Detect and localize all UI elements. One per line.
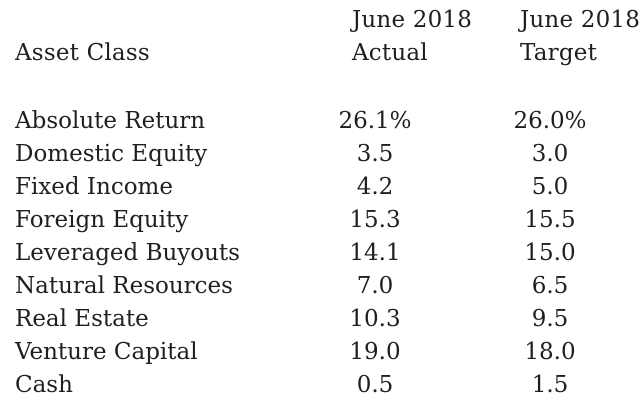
actual-value: 7.0 bbox=[356, 273, 394, 299]
target-value: 3.0 bbox=[531, 141, 569, 167]
header-target-date: June 2018 bbox=[520, 7, 640, 33]
target-value: 15.0 bbox=[524, 240, 576, 266]
header-target-label: Target bbox=[520, 40, 598, 66]
table-row bbox=[0, 369, 640, 402]
asset-name: Foreign Equity bbox=[15, 207, 189, 233]
actual-value: 14.1 bbox=[349, 240, 401, 266]
table-body bbox=[0, 105, 640, 402]
table-row bbox=[0, 171, 640, 204]
header-actual-date: June 2018 bbox=[352, 7, 473, 33]
actual-value: 26.1% bbox=[338, 108, 412, 134]
target-value: 5.0 bbox=[531, 174, 569, 200]
header-asset-class: Asset Class bbox=[15, 40, 150, 66]
table-row bbox=[0, 237, 640, 270]
table-row bbox=[0, 204, 640, 237]
target-value: 9.5 bbox=[531, 306, 569, 332]
target-value: 26.0% bbox=[513, 108, 587, 134]
table-row bbox=[0, 138, 640, 171]
header-actual-label: Actual bbox=[352, 40, 428, 66]
table-row bbox=[0, 303, 640, 336]
target-value: 15.5 bbox=[524, 207, 576, 233]
target-value: 1.5 bbox=[531, 372, 569, 398]
asset-name: Natural Resources bbox=[15, 273, 233, 299]
asset-name: Domestic Equity bbox=[15, 141, 208, 167]
asset-name: Fixed Income bbox=[15, 174, 173, 200]
target-value: 6.5 bbox=[531, 273, 569, 299]
actual-value: 10.3 bbox=[349, 306, 401, 332]
actual-value: 3.5 bbox=[356, 141, 394, 167]
target-value: 18.0 bbox=[524, 339, 576, 365]
actual-value: 4.2 bbox=[356, 174, 394, 200]
actual-value: 19.0 bbox=[349, 339, 401, 365]
actual-value: 15.3 bbox=[349, 207, 401, 233]
asset-name: Leveraged Buyouts bbox=[15, 240, 240, 266]
asset-name: Cash bbox=[15, 372, 73, 398]
asset-name: Venture Capital bbox=[15, 339, 198, 365]
table-row bbox=[0, 105, 640, 138]
actual-value: 0.5 bbox=[356, 372, 394, 398]
asset-name: Real Estate bbox=[15, 306, 149, 332]
table-row bbox=[0, 270, 640, 303]
asset-name: Absolute Return bbox=[15, 108, 206, 134]
table-row bbox=[0, 336, 640, 369]
